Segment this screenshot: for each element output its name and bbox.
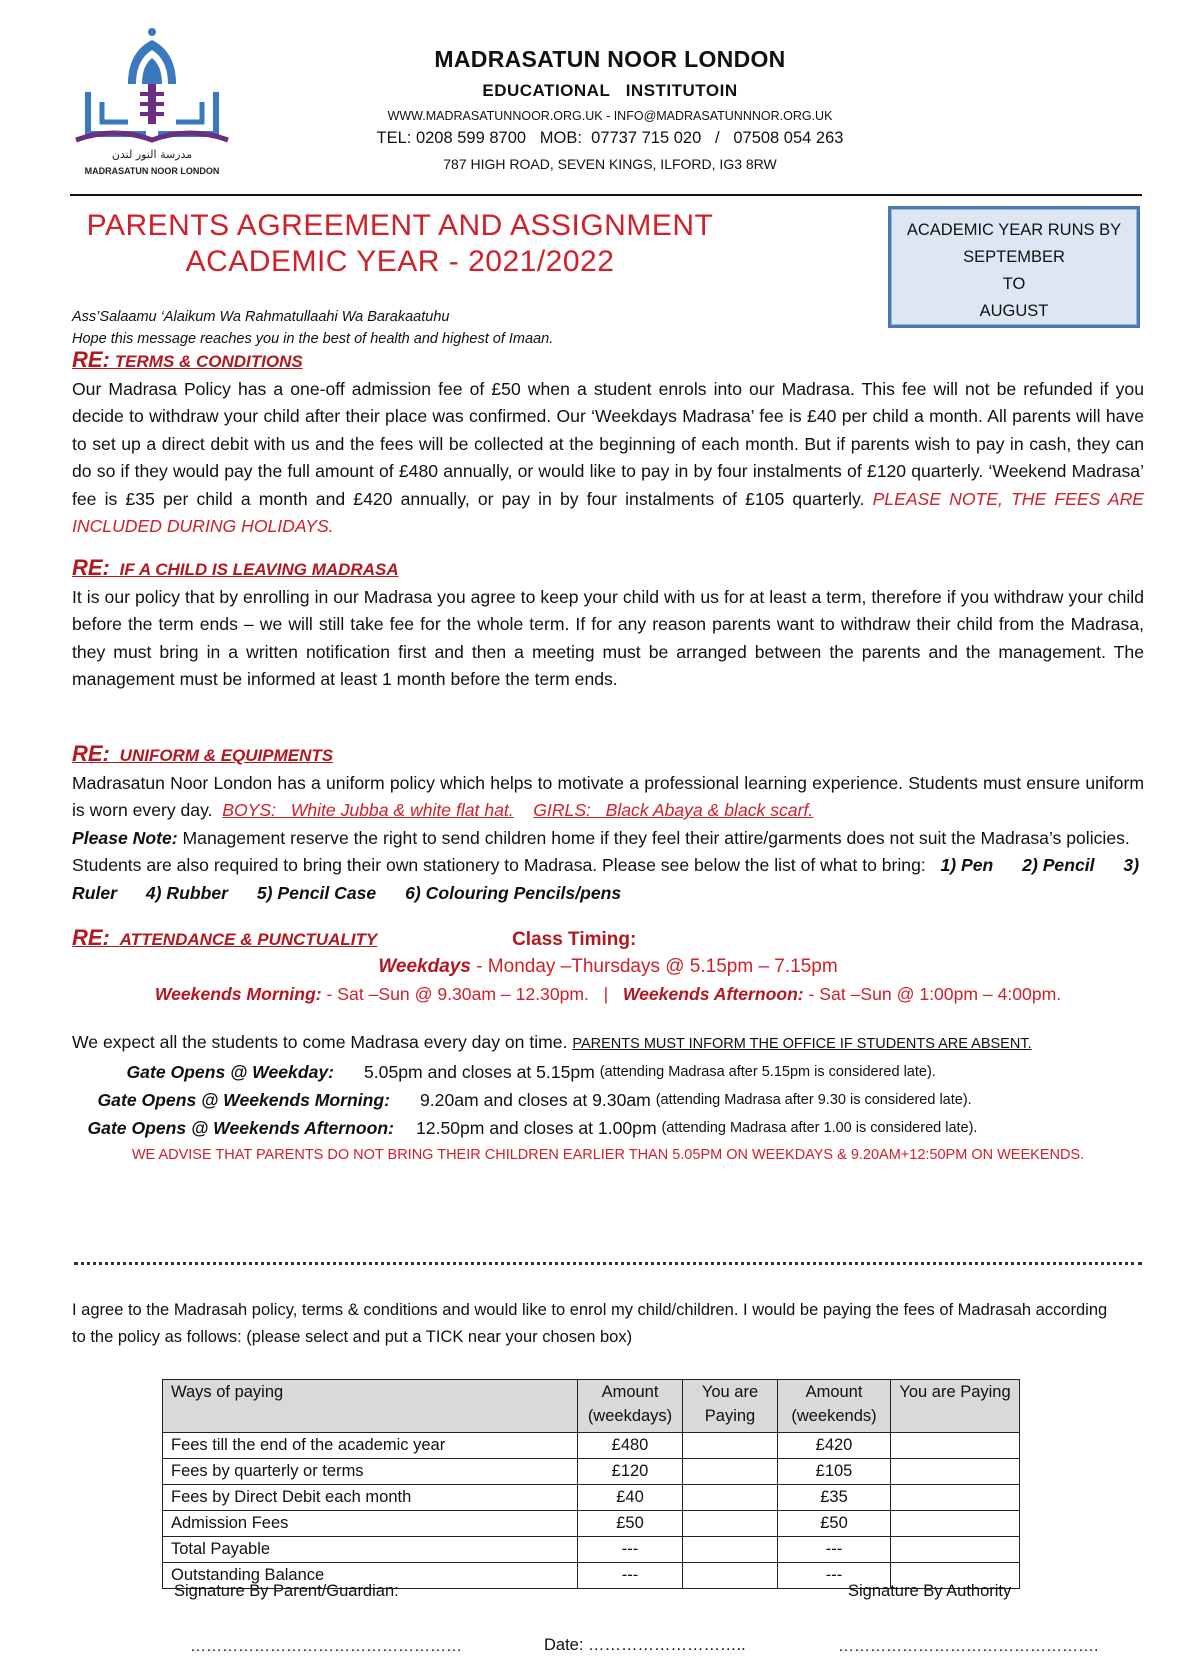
way-of-paying: Fees by Direct Debit each month xyxy=(163,1485,578,1511)
you-are-paying-weekdays[interactable] xyxy=(683,1433,778,1459)
amount-weekends: --- xyxy=(778,1563,891,1589)
madrasa-logo xyxy=(68,22,236,180)
amount-weekends: £50 xyxy=(778,1511,891,1537)
col-header: Ways of paying xyxy=(163,1380,578,1433)
section-body: Our Madrasa Policy has a one-off admission fee of £50 when a student enrols into our Madrasa. This fee will not be refunded if you decide to withdraw your child after their place was confirmed. Our ‘Weekdays Madrasa’ fee is £40 per child a month. All parents will have to set up a direct debit with us and the fees will be collected at the beginning of each month. But if parents wish to pay in cash, they can do so if they would pay the full amount of £480 annually, or would like to pay in by four instalments of £120 quarterly. ‘Weekend Madrasa’ fee is £35 per child a month and £420 annually, or pay in by four instalments of £105 quarterly. PLEASE NOTE, THE FEES ARE INCLUDED DURING HOLIDAYS. xyxy=(72,378,1145,536)
absence-note: PARENTS MUST INFORM THE OFFICE IF STUDENTS ARE ABSENT. xyxy=(572,1036,1032,1052)
table-row xyxy=(163,1433,1020,1459)
authority-signature-line[interactable]: …………………………………………. xyxy=(838,1638,1099,1655)
section-body: Madrasatun Noor London has a uniform policy which helps to motivate a professional learning experience. Students must ensure uniform is worn every day. BOYS: White Jubba & white flat hat. GIRLS: Black Abaya & black scarf. xyxy=(72,772,1144,820)
parent-signature-line[interactable]: …………………………………………… xyxy=(190,1638,462,1655)
col-header: Amount (weekends) xyxy=(778,1380,891,1433)
class-timings xyxy=(72,953,1144,1007)
you-are-paying-weekdays[interactable] xyxy=(683,1563,778,1589)
title-line-1: PARENTS AGREEMENT AND ASSIGNMENT xyxy=(86,209,714,242)
bring-item: 2) Pencil xyxy=(1022,855,1095,875)
amount-weekends: £35 xyxy=(778,1485,891,1511)
bring-item: 6) Colouring Pencils/pens xyxy=(405,882,622,903)
greeting-line: Hope this message reaches you in the best of health and highest of Imaan. xyxy=(72,331,554,347)
institution-name: MADRASATUN NOOR LONDON xyxy=(434,46,786,72)
amount-weekdays: --- xyxy=(578,1537,683,1563)
letterhead xyxy=(300,46,920,172)
you-are-paying-weekdays[interactable] xyxy=(683,1511,778,1537)
you-are-paying-weekdays[interactable] xyxy=(683,1485,778,1511)
boys-uniform: BOYS: White Jubba & white flat hat. xyxy=(222,800,514,820)
phone-numbers: TEL: 0208 599 8700 MOB: 07737 715 020 / 07508 054 263 xyxy=(376,129,844,147)
date-field[interactable]: Date: ……………………….. xyxy=(544,1636,746,1654)
amount-weekends: --- xyxy=(778,1537,891,1563)
section-body: It is our policy that by enrolling in our Madrasa you agree to keep your child with us for at least a term, therefore if you withdraw your child before the term ends – we will still take fee for the whole term. If for any reason parents want to withdraw their child from the Madrasa, they must bring in a written notification first and then a meeting must be arranged between the parents and the management. The management must be informed at least 1 month before the term ends. xyxy=(72,586,1144,689)
svg-text:مدرسة النور لندن: مدرسة النور لندن xyxy=(111,148,193,161)
bring-item: 5) Pencil Case xyxy=(256,882,377,903)
authority-signature-label: Signature By Authority xyxy=(848,1582,1012,1600)
year-box-line: TO xyxy=(1002,275,1026,293)
year-box-line: SEPTEMBER xyxy=(963,248,1065,266)
amount-weekends: £105 xyxy=(778,1459,891,1485)
class-timing-label: Class Timing: xyxy=(512,929,637,950)
title-line-2: ACADEMIC YEAR - 2021/2022 xyxy=(185,245,615,278)
amount-weekdays: £120 xyxy=(578,1459,683,1485)
col-header: Amount (weekdays) xyxy=(578,1380,683,1433)
table-row xyxy=(163,1537,1020,1563)
weekday-timing: Weekdays - Monday –Thursdays @ 5.15pm – 7.15pm xyxy=(378,956,838,977)
table-row xyxy=(163,1459,1020,1485)
greeting-line: Ass’Salaamu ‘Alaikum Wa Rahmatullaahi Wa Barakaatuhu xyxy=(72,309,450,325)
academic-year-box xyxy=(888,206,1140,328)
agreement-text: I agree to the Madrasah policy, terms & conditions and would like to enrol my child/children. I would be paying the fees of Madrasah according to the policy as follows: (please select and put a TICK near your chosen box) xyxy=(72,1301,1108,1346)
section-uniform xyxy=(72,740,1144,907)
header-rule xyxy=(70,194,1142,196)
section-heading: RE: UNIFORM & EQUIPMENTS xyxy=(72,741,334,766)
you-are-paying-weekdays[interactable] xyxy=(683,1459,778,1485)
section-heading: RE: TERMS & CONDITIONS xyxy=(72,347,303,372)
you-are-paying-weekends[interactable] xyxy=(891,1537,1020,1563)
dotted-separator xyxy=(74,1262,1142,1265)
greeting xyxy=(72,306,553,350)
way-of-paying: Total Payable xyxy=(163,1537,578,1563)
arrival-advice: WE ADVISE THAT PARENTS DO NOT BRING THEIR CHILDREN EARLIER THAN 5.05PM ON WEEKDAYS & 9.20AM+12:50PM ON WEEKENDS. xyxy=(131,1147,1085,1163)
bring-item: 3) Ruler xyxy=(72,855,1140,903)
table-row xyxy=(163,1485,1020,1511)
you-are-paying-weekends[interactable] xyxy=(891,1459,1020,1485)
table-header-row xyxy=(163,1380,1020,1433)
gate-row: Gate Opens @ Weekends Afternoon: 12.50pm and closes at 1.00pm (attending Madrasa after 1.00 is considered late). xyxy=(87,1118,978,1138)
section-attendance xyxy=(72,924,1144,954)
girls-uniform: GIRLS: Black Abaya & black scarf. xyxy=(533,800,814,820)
year-box-line: ACADEMIC YEAR RUNS BY xyxy=(906,221,1122,239)
document-title xyxy=(70,208,730,280)
you-are-paying-weekends[interactable] xyxy=(891,1433,1020,1459)
section-leaving xyxy=(72,554,1144,694)
table-row xyxy=(163,1511,1020,1537)
address: 787 HIGH ROAD, SEVEN KINGS, ILFORD, IG3 8RW xyxy=(443,156,777,172)
amount-weekdays: £480 xyxy=(578,1433,683,1459)
you-are-paying-weekends[interactable] xyxy=(891,1485,1020,1511)
gate-row: Gate Opens @ Weekday: 5.05pm and closes at 5.15pm (attending Madrasa after 5.15pm is considered late). xyxy=(126,1062,936,1082)
way-of-paying: Outstanding Balance xyxy=(163,1563,578,1589)
amount-weekdays: £40 xyxy=(578,1485,683,1511)
bring-item: 1) Pen xyxy=(940,855,994,875)
way-of-paying: Admission Fees xyxy=(163,1511,578,1537)
you-are-paying-weekends[interactable] xyxy=(891,1511,1020,1537)
way-of-paying: Fees by quarterly or terms xyxy=(163,1459,578,1485)
you-are-paying-weekdays[interactable] xyxy=(683,1537,778,1563)
weekend-timing: Weekends Morning: - Sat –Sun @ 9.30am – 12.30pm. | Weekends Afternoon: - Sat –Sun @ 1:00pm – 4:00pm. xyxy=(154,984,1062,1004)
section-heading: RE: ATTENDANCE & PUNCTUALITY Class Timing: xyxy=(72,925,637,950)
bring-item: 4) Rubber xyxy=(145,882,228,903)
way-of-paying: Fees till the end of the academic year xyxy=(163,1433,578,1459)
fees-table xyxy=(162,1379,1020,1589)
amount-weekdays: --- xyxy=(578,1563,683,1589)
website-email: WWW.MADRASATUNNOOR.ORG.UK - INFO@MADRASATUNNNOR.ORG.UK xyxy=(387,109,833,123)
amount-weekends: £420 xyxy=(778,1433,891,1459)
amount-weekdays: £50 xyxy=(578,1511,683,1537)
col-header: You are Paying xyxy=(683,1380,778,1433)
section-heading: RE: IF A CHILD IS LEAVING MADRASA xyxy=(72,555,399,580)
section-terms xyxy=(72,346,1144,541)
fees-holiday-note: PLEASE NOTE, THE FEES ARE INCLUDED DURING HOLIDAYS. xyxy=(72,488,1145,536)
parent-signature-label: Signature By Parent/Guardian: xyxy=(174,1582,399,1600)
gate-times xyxy=(72,1028,1144,1168)
gate-row: Gate Opens @ Weekends Morning: 9.20am and closes at 9.30am (attending Madrasa after 9.30 is considered late). xyxy=(97,1090,972,1110)
expect-line: We expect all the students to come Madrasa every day on time. PARENTS MUST INFORM THE OFFICE IF STUDENTS ARE ABSENT. xyxy=(72,1032,1032,1052)
svg-text:MADRASATUN NOOR LONDON: MADRASATUN NOOR LONDON xyxy=(84,166,220,176)
uniform-note: Please Note: Management reserve the right to send children home if they feel their attire/garments does not suit the Madrasa’s policies. Students are also required to bring their own stationery to Madrasa. Please see below the list of what to bring: 1) Pen 2) Pencil 3) Ruler 4) Rubber 5) Pencil Case 6) Colouring Pencils/pens xyxy=(72,827,1140,903)
year-box-line: AUGUST xyxy=(979,302,1049,320)
col-header: You are Paying xyxy=(891,1380,1020,1433)
institution-subtitle: EDUCATIONAL INSTITUTOIN xyxy=(482,81,738,100)
